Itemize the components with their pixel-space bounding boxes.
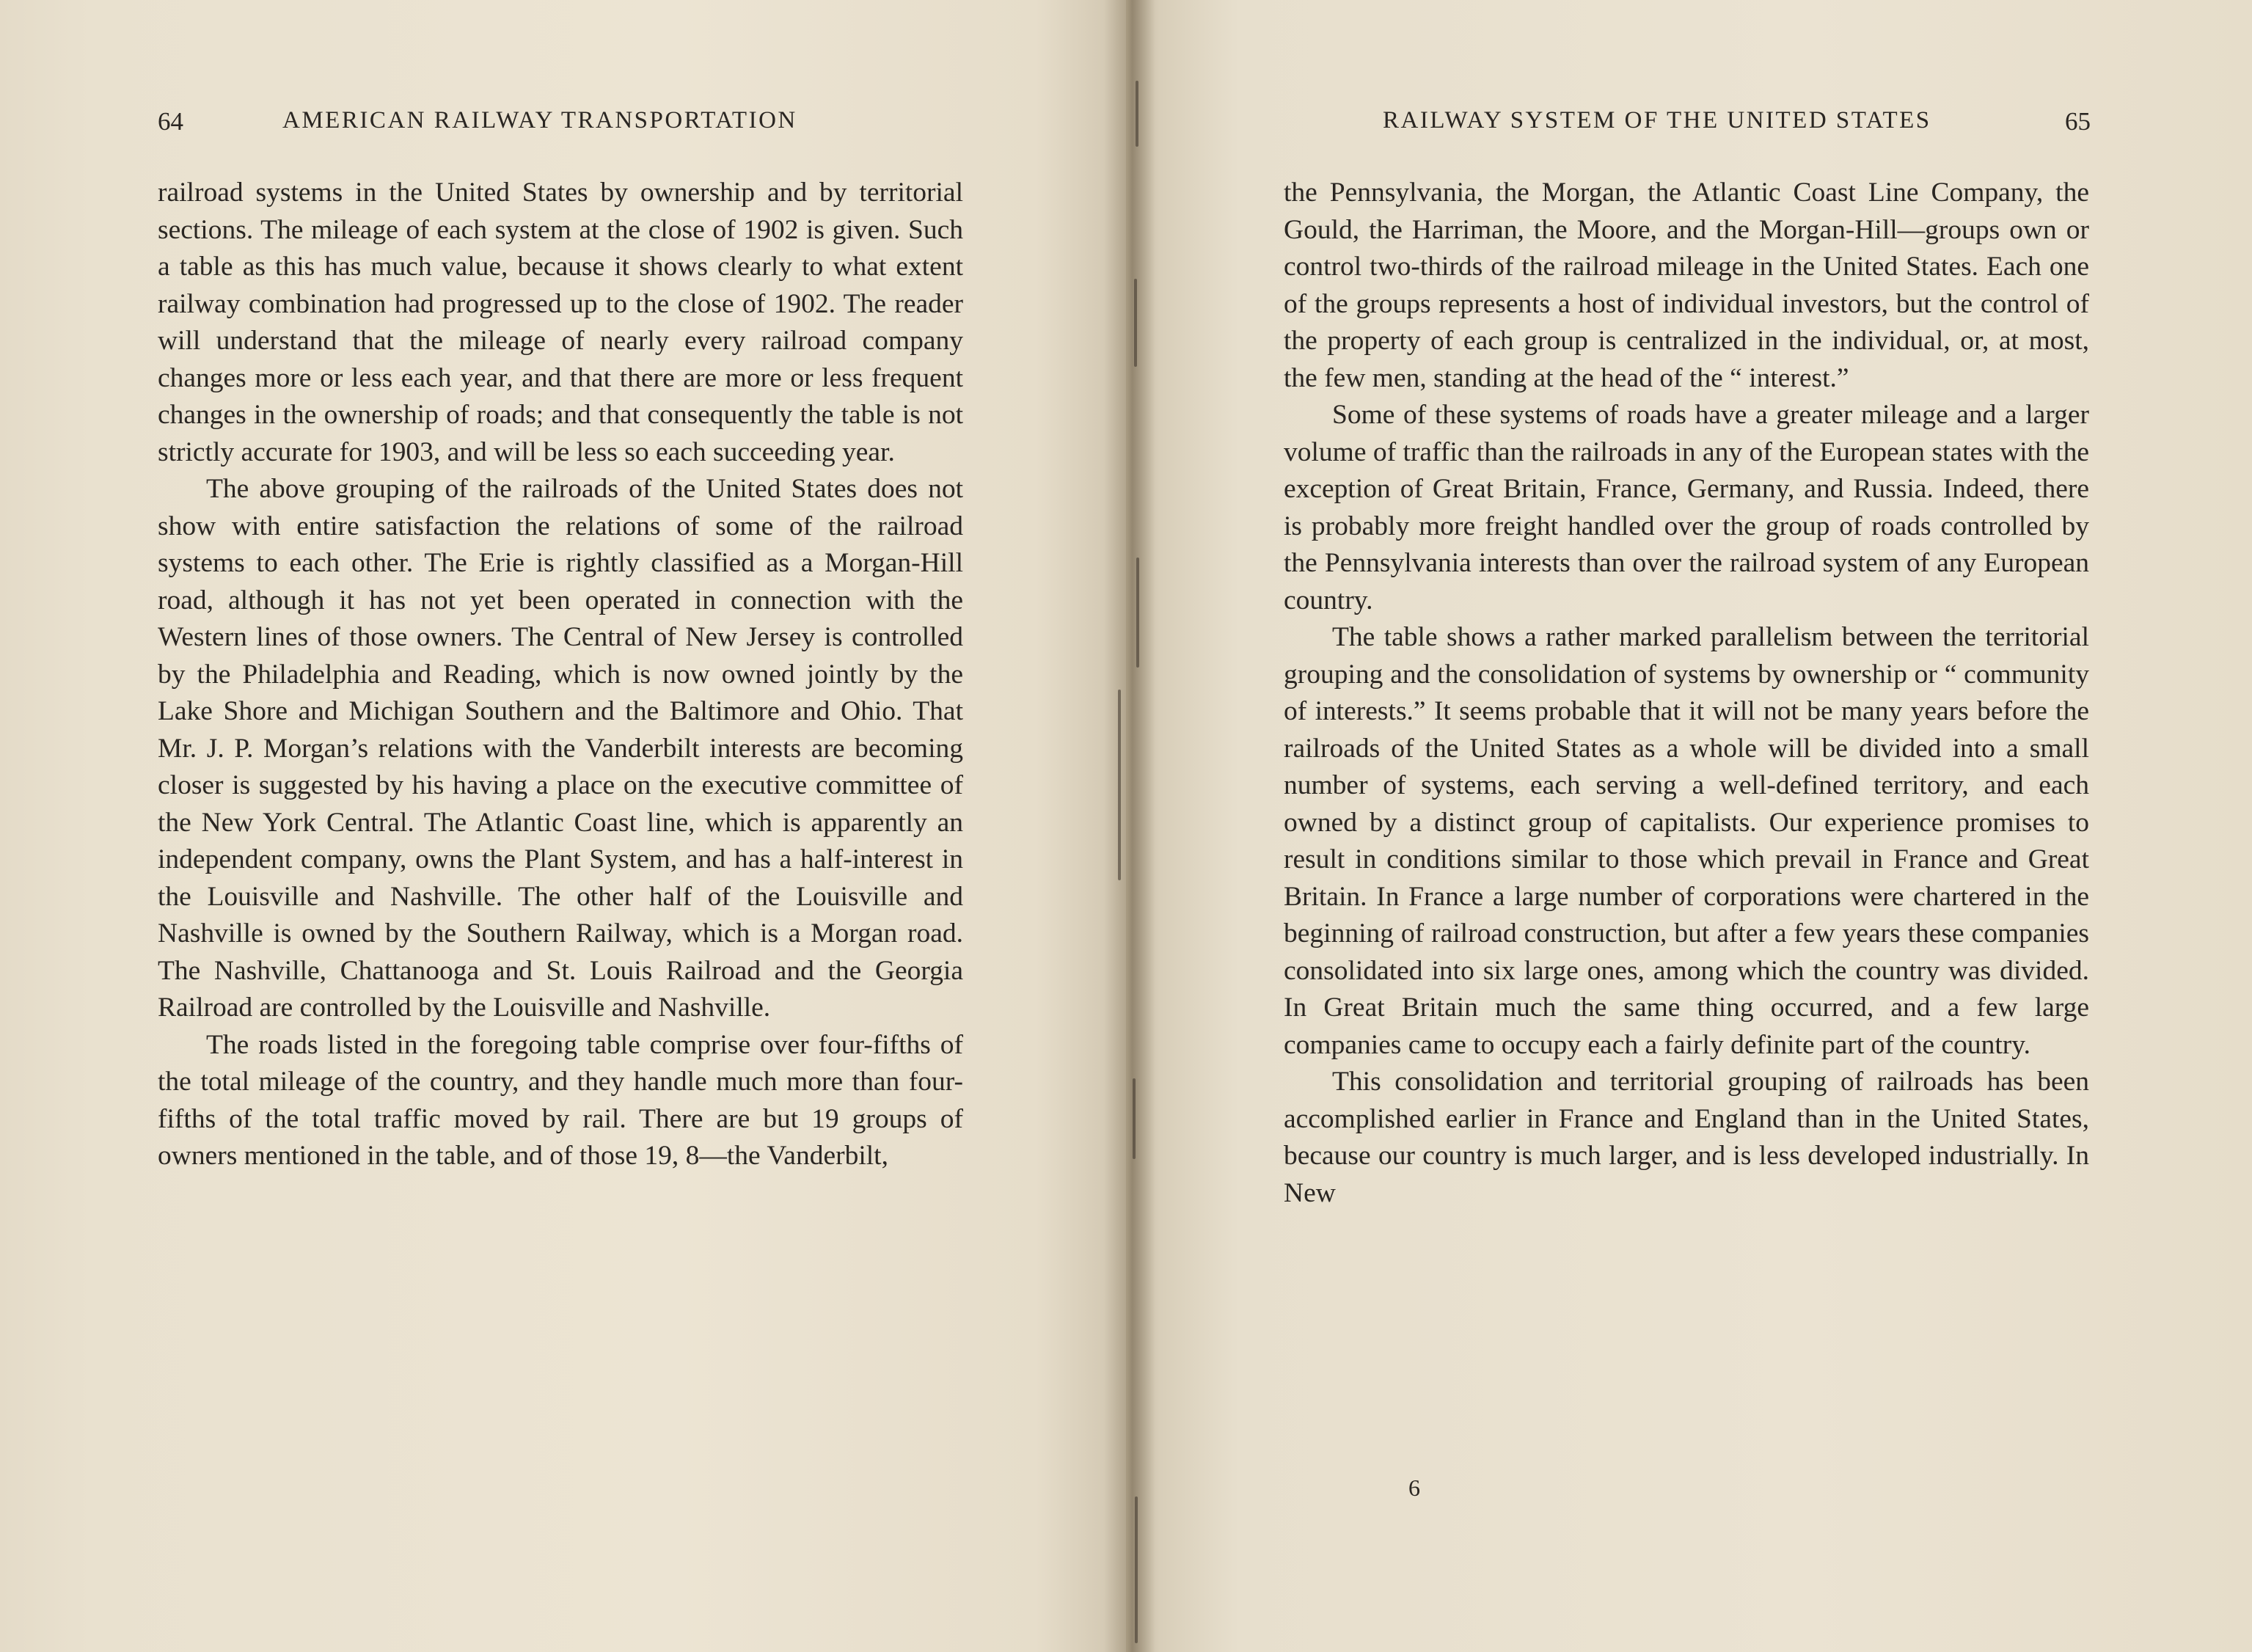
right-page-text: [1284, 175, 2089, 1212]
right-running-head: RAILWAY SYSTEM OF THE UNITED STATES: [1383, 107, 1931, 134]
right-page-number: 65: [2065, 107, 2091, 136]
left-running-head: AMERICAN RAILWAY TRANSPORTATION: [282, 107, 797, 134]
gutter-mark: [1118, 690, 1121, 880]
gutter-mark: [1134, 279, 1137, 367]
gutter-mark: [1136, 81, 1138, 147]
right-paragraph-3: The table shows a rather marked parallelism between the territorial grouping and the consolidation of systems by ownership or “ community of interests.” It seems probable that it will not be many years before the railroads of the United States as a whole will be divided into a small number of systems, each serving a well-defined territory, and each owned by a distinct group of capitalists. Our experience promises to result in conditions similar to those which prevail in France and Great Britain. In France a large number of corporations were chartered in the beginning of railroad construction, but after a few years these companies consolidated into six large ones, among which the country was divided. In Great Britain much the same thing occurred, and a few large companies came to occupy each a fairly definite part of the country.: [1284, 622, 2089, 1060]
right-paragraph-2: Some of these systems of roads have a greater mileage and a larger volume of traffic than the railroads in any of the European states with the exception of Great Britain, France, Germany, and Russia. Indeed, there is probably more freight handled over the group of roads controlled by the Pennsylvania interests than over the railroad system of any European country.: [1284, 400, 2089, 615]
right-paragraph-1: the Pennsylvania, the Morgan, the Atlantic Coast Line Company, the Gould, the Harriman, the Moore, and the Morgan-Hill—groups own or control two-thirds of the railroad mileage in the United States. Each one of the groups represents a host of individual investors, but the control of the property of each group is centralized in the individual, or, at most, the few men, standing at the head of the “ interest.”: [1284, 178, 2089, 393]
left-page-number: 64: [158, 107, 183, 136]
gutter-mark: [1133, 1078, 1136, 1159]
left-page-text: [158, 175, 963, 1175]
gutter-shadow: [1104, 0, 1155, 1652]
signature-mark: 6: [1408, 1474, 1420, 1501]
gutter-mark: [1136, 558, 1139, 668]
gutter-mark: [1135, 1496, 1138, 1643]
right-paragraph-4: This consolidation and territorial grouping of railroads has been accomplished earlier in France and England than in the United States, because our country is much larger, and is less developed industrially. In New: [1284, 1067, 2089, 1208]
left-paragraph-2: The above grouping of the railroads of the United States does not show with entire satisfaction the relations of some of the railroad systems to each other. The Erie is rightly classified as a Morgan-Hill road, although it has not yet been operated in connection with the Western lines of those owners. The Central of New Jersey is controlled by the Philadelphia and Reading, which is now owned jointly by the Lake Shore and Michigan Southern and the Baltimore and Ohio. That Mr. J. P. Morgan’s relations with the Vanderbilt interests are becoming closer is suggested by his having a place on the executive committee of the New York Central. The Atlantic Coast line, which is apparently an independent company, owns the Plant System, and has a half-interest in the Louisville and Nashville. The other half of the Louisville and Nashville is owned by the Southern Railway, which is a Morgan road. The Nashville, Chattanooga and St. Louis Railroad and the Georgia Railroad are controlled by the Louisville and Nashville.: [158, 474, 963, 1023]
left-paragraph-3: The roads listed in the foregoing table comprise over four-fifths of the total mileage of the country, and they handle much more than four-fifths of the total traffic moved by rail. There are but 19 groups of owners mentioned in the table, and of those 19, 8—the Vanderbilt,: [158, 1029, 963, 1171]
left-paragraph-1: railroad systems in the United States by ownership and by territorial sections. The mileage of each system at the close of 1902 is given. Such a table as this has much value, because it shows clearly to what extent railway combination had progressed up to the close of 1902. The reader will understand that the mileage of nearly every railroad company changes more or less each year, and that there are more or less frequent changes in the ownership of roads; and that consequently the table is not strictly accurate for 1903, and will be less so each succeeding year.: [158, 178, 963, 467]
